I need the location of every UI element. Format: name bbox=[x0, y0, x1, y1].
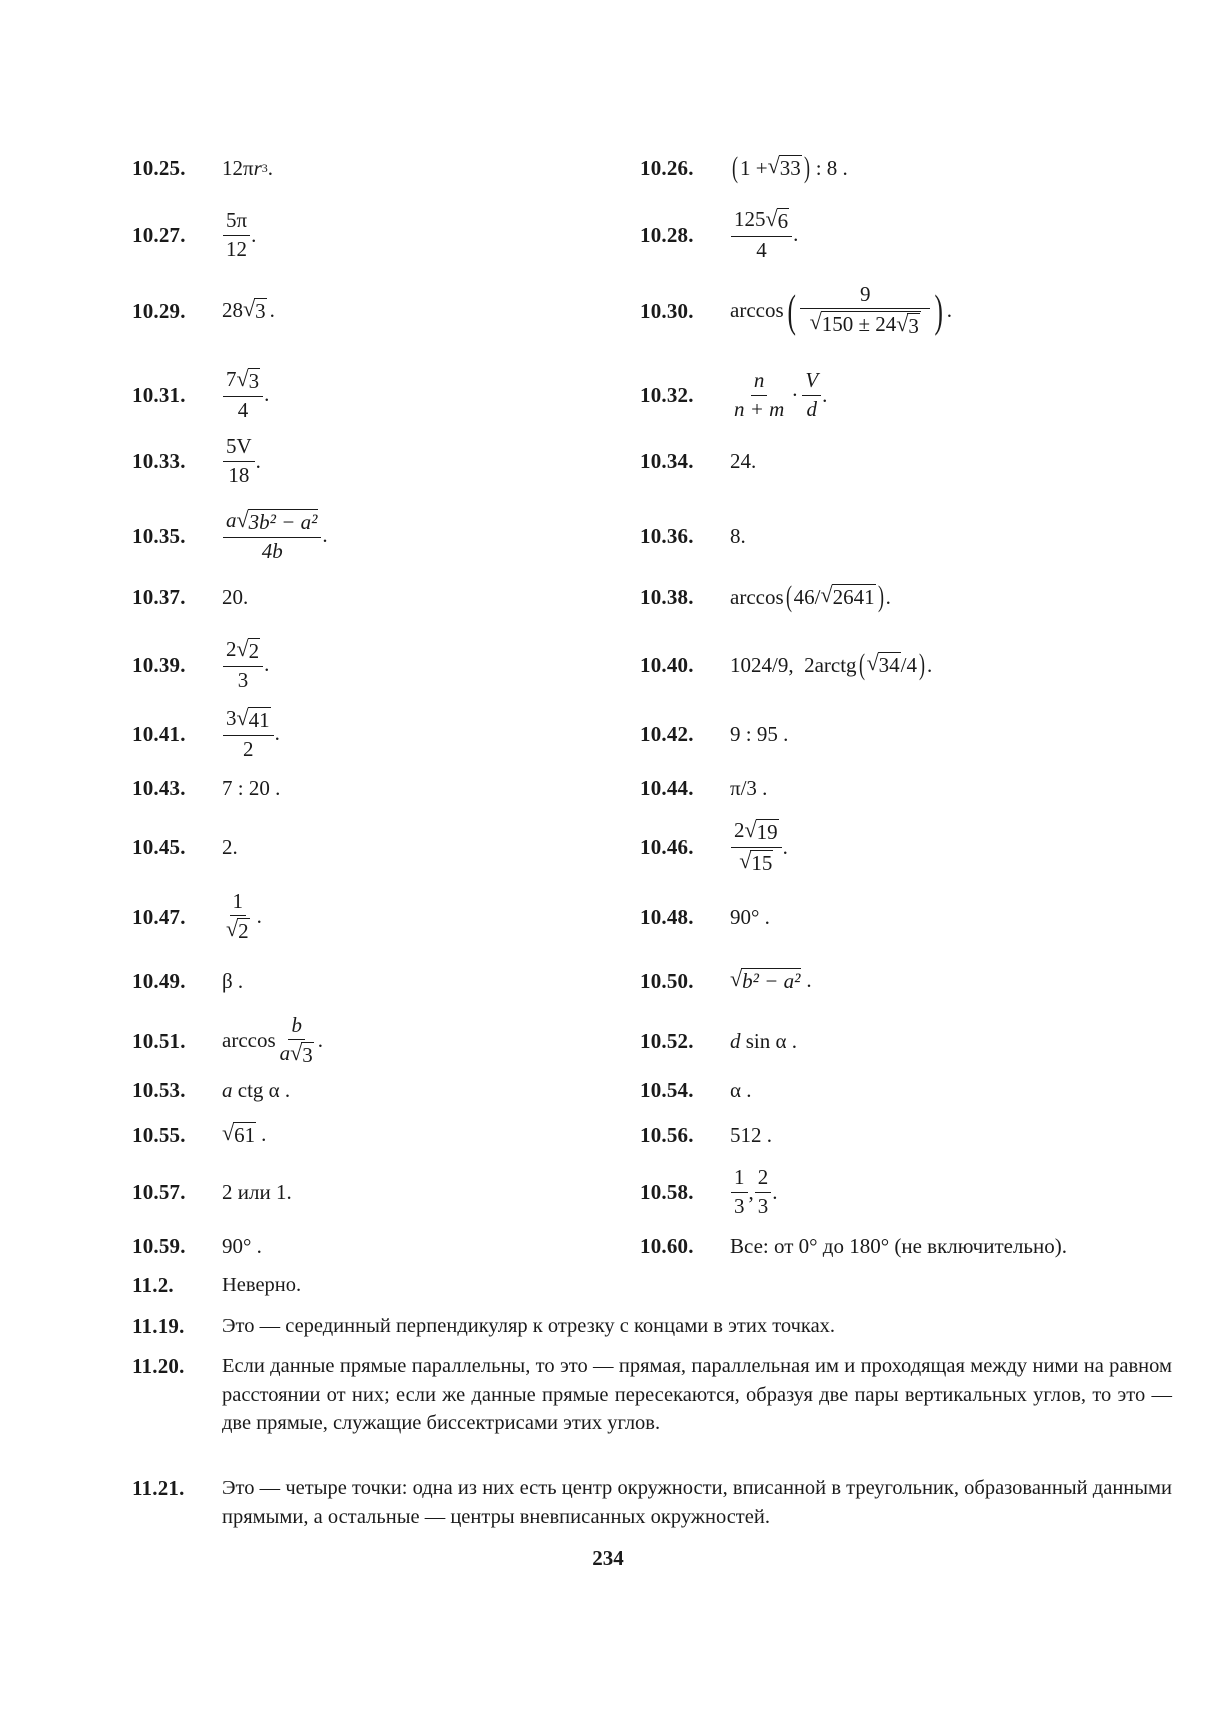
problem-number: 10.37. bbox=[132, 584, 186, 609]
page-number: 234 bbox=[592, 1546, 624, 1570]
problem-number: 10.33. bbox=[132, 448, 186, 473]
answer: 1 √ 2 . bbox=[226, 889, 262, 944]
answer: 2 или 1. bbox=[222, 1179, 292, 1204]
answer-row bbox=[132, 634, 1172, 696]
problem-number: 10.31. bbox=[132, 382, 186, 407]
answer-row bbox=[132, 1072, 1172, 1108]
problem-number: 10.35. bbox=[132, 523, 186, 548]
answer-paragraph bbox=[132, 1474, 1172, 1531]
answer: $\frac{5\pi}{12}$ . bbox=[222, 209, 256, 260]
answer: arccos b a √ 3 . bbox=[222, 1013, 323, 1068]
problem-number: 10.39. bbox=[132, 652, 186, 677]
answer: Все: от 0° до 180° (не включительно). bbox=[730, 1233, 1067, 1258]
answer: 90° . bbox=[730, 904, 770, 929]
answer-row bbox=[132, 205, 1172, 265]
answer-row bbox=[132, 1010, 1172, 1072]
answer-paragraph bbox=[132, 1312, 1172, 1341]
answer: arccos ( 9 √ 150 ± 24 √ 3 ) . bbox=[730, 282, 953, 339]
problem-number: 11.21. bbox=[132, 1476, 185, 1500]
problem-number: 10.44. bbox=[640, 775, 694, 800]
problem-number: 10.43. bbox=[132, 775, 186, 800]
problem-number: 10.56. bbox=[640, 1122, 694, 1147]
answer-row bbox=[132, 148, 1172, 188]
answer: α . bbox=[730, 1077, 752, 1102]
problem-number: 10.59. bbox=[132, 1233, 186, 1258]
answer-paragraph bbox=[132, 1352, 1172, 1438]
problem-number: 10.41. bbox=[132, 721, 186, 746]
answer-row bbox=[132, 578, 1172, 616]
problem-number: 10.47. bbox=[132, 904, 186, 929]
answer-text: Это — четыре точки: одна из них есть центр окружности, вписанной в треугольник, образованный данными прямыми, а остальные — центры вневписанных окружностей. bbox=[222, 1477, 1172, 1528]
answer: 125 √ 6 4 . bbox=[730, 208, 798, 261]
answer: 2 √ 2 3 . bbox=[222, 638, 269, 691]
problem-number: 11.19. bbox=[132, 1314, 185, 1338]
problem-number: 10.51. bbox=[132, 1028, 186, 1053]
answer: 20. bbox=[222, 584, 249, 609]
problem-number: 10.28. bbox=[640, 222, 694, 247]
problem-number: 10.25. bbox=[132, 155, 186, 180]
answer: arccos ( 46/ √ 2641 ) . bbox=[730, 580, 891, 613]
answer: 3 √ 41 2 . bbox=[222, 707, 280, 760]
answer: √ b² − a² . bbox=[730, 966, 812, 994]
answer-row bbox=[132, 1116, 1172, 1154]
problem-number: 11.20. bbox=[132, 1354, 185, 1378]
problem-number: 10.53. bbox=[132, 1077, 186, 1102]
problem-number: 10.40. bbox=[640, 652, 694, 677]
problem-number: 10.48. bbox=[640, 904, 694, 929]
answer-text: Неверно. bbox=[222, 1274, 302, 1296]
problem-number: 10.50. bbox=[640, 968, 694, 993]
answer-row bbox=[132, 770, 1172, 806]
problem-number: 10.36. bbox=[640, 523, 694, 548]
answer: 28 √ 3 . bbox=[222, 296, 275, 324]
problem-number: 10.49. bbox=[132, 968, 186, 993]
problem-number: 10.57. bbox=[132, 1179, 186, 1204]
answer: $\frac{n}{n + m}$ · $\frac{V}{d}$ . bbox=[734, 368, 828, 421]
answer: 2. bbox=[222, 834, 238, 859]
problem-number: 10.58. bbox=[640, 1179, 694, 1204]
answer-row bbox=[132, 962, 1172, 1000]
answer: π/3 . bbox=[730, 775, 768, 800]
problem-number: 10.54. bbox=[640, 1077, 694, 1102]
problem-number: 10.26. bbox=[640, 155, 694, 180]
answer-text: Если данные прямые параллельны, то это — прямая, параллельная им и проходящая между ними на равном расстоянии от них; если же данные прямые пересекаются, образуя две пары вертикальных углов, то это — две прямые, служащие биссектрисами этих углов. bbox=[222, 1355, 1172, 1434]
problem-number: 10.32. bbox=[640, 382, 694, 407]
answer-row bbox=[132, 1162, 1172, 1222]
answer: 8. bbox=[730, 523, 746, 548]
problem-number: 10.45. bbox=[132, 834, 186, 859]
answer: 9 : 95 . bbox=[730, 721, 789, 746]
answer-row bbox=[132, 816, 1172, 878]
problem-number: 10.38. bbox=[640, 584, 694, 609]
answer: √ 61 . bbox=[222, 1120, 267, 1148]
problem-number: 10.55. bbox=[132, 1122, 186, 1147]
problem-number: 10.29. bbox=[132, 298, 186, 323]
answer-row bbox=[132, 505, 1172, 567]
problem-number: 10.60. bbox=[640, 1233, 694, 1258]
answer-paragraph bbox=[132, 1271, 1172, 1300]
answer: $\frac{5V}{18}$ . bbox=[222, 435, 261, 486]
problem-number: 10.46. bbox=[640, 834, 694, 859]
problem-number: 10.30. bbox=[640, 298, 694, 323]
answer: 7 : 20 . bbox=[222, 775, 281, 800]
answer: 1024/9, 2arctg ( √ 34 /4 ) . bbox=[730, 648, 933, 681]
answer: β . bbox=[222, 968, 244, 993]
answer-row bbox=[132, 1228, 1172, 1264]
answer-row bbox=[132, 704, 1172, 764]
answer-row bbox=[132, 365, 1172, 425]
answer: 24. bbox=[730, 448, 757, 473]
answer: 12π r 3 . bbox=[222, 155, 274, 180]
problem-number: 11.2. bbox=[132, 1273, 174, 1297]
answer: 512 . bbox=[730, 1122, 772, 1147]
problem-number: 10.52. bbox=[640, 1028, 694, 1053]
problem-number: 10.42. bbox=[640, 721, 694, 746]
answer-row bbox=[132, 432, 1172, 490]
answer-text: Это — серединный перпендикуляр к отрезку с концами в этих точках. bbox=[222, 1315, 836, 1337]
answer-row bbox=[132, 278, 1172, 344]
answer: 2 √ 19 √ 15 . bbox=[730, 819, 788, 874]
answer: a √ 3b² − a² 4b . bbox=[222, 509, 328, 562]
answer: 90° . bbox=[222, 1233, 262, 1258]
answer: a ctg α . bbox=[222, 1077, 291, 1102]
problem-number: 10.34. bbox=[640, 448, 694, 473]
answer: d sin α . bbox=[730, 1028, 798, 1053]
answer-row bbox=[132, 886, 1172, 948]
answer: 7 √ 3 4 . bbox=[222, 368, 269, 421]
answer: ( 1 + √ 33 ) : 8 . bbox=[732, 151, 848, 184]
problem-number: 10.27. bbox=[132, 222, 186, 247]
answer: $\frac{1}{3}$ , $\frac{2}{3}$ . bbox=[730, 1166, 778, 1217]
